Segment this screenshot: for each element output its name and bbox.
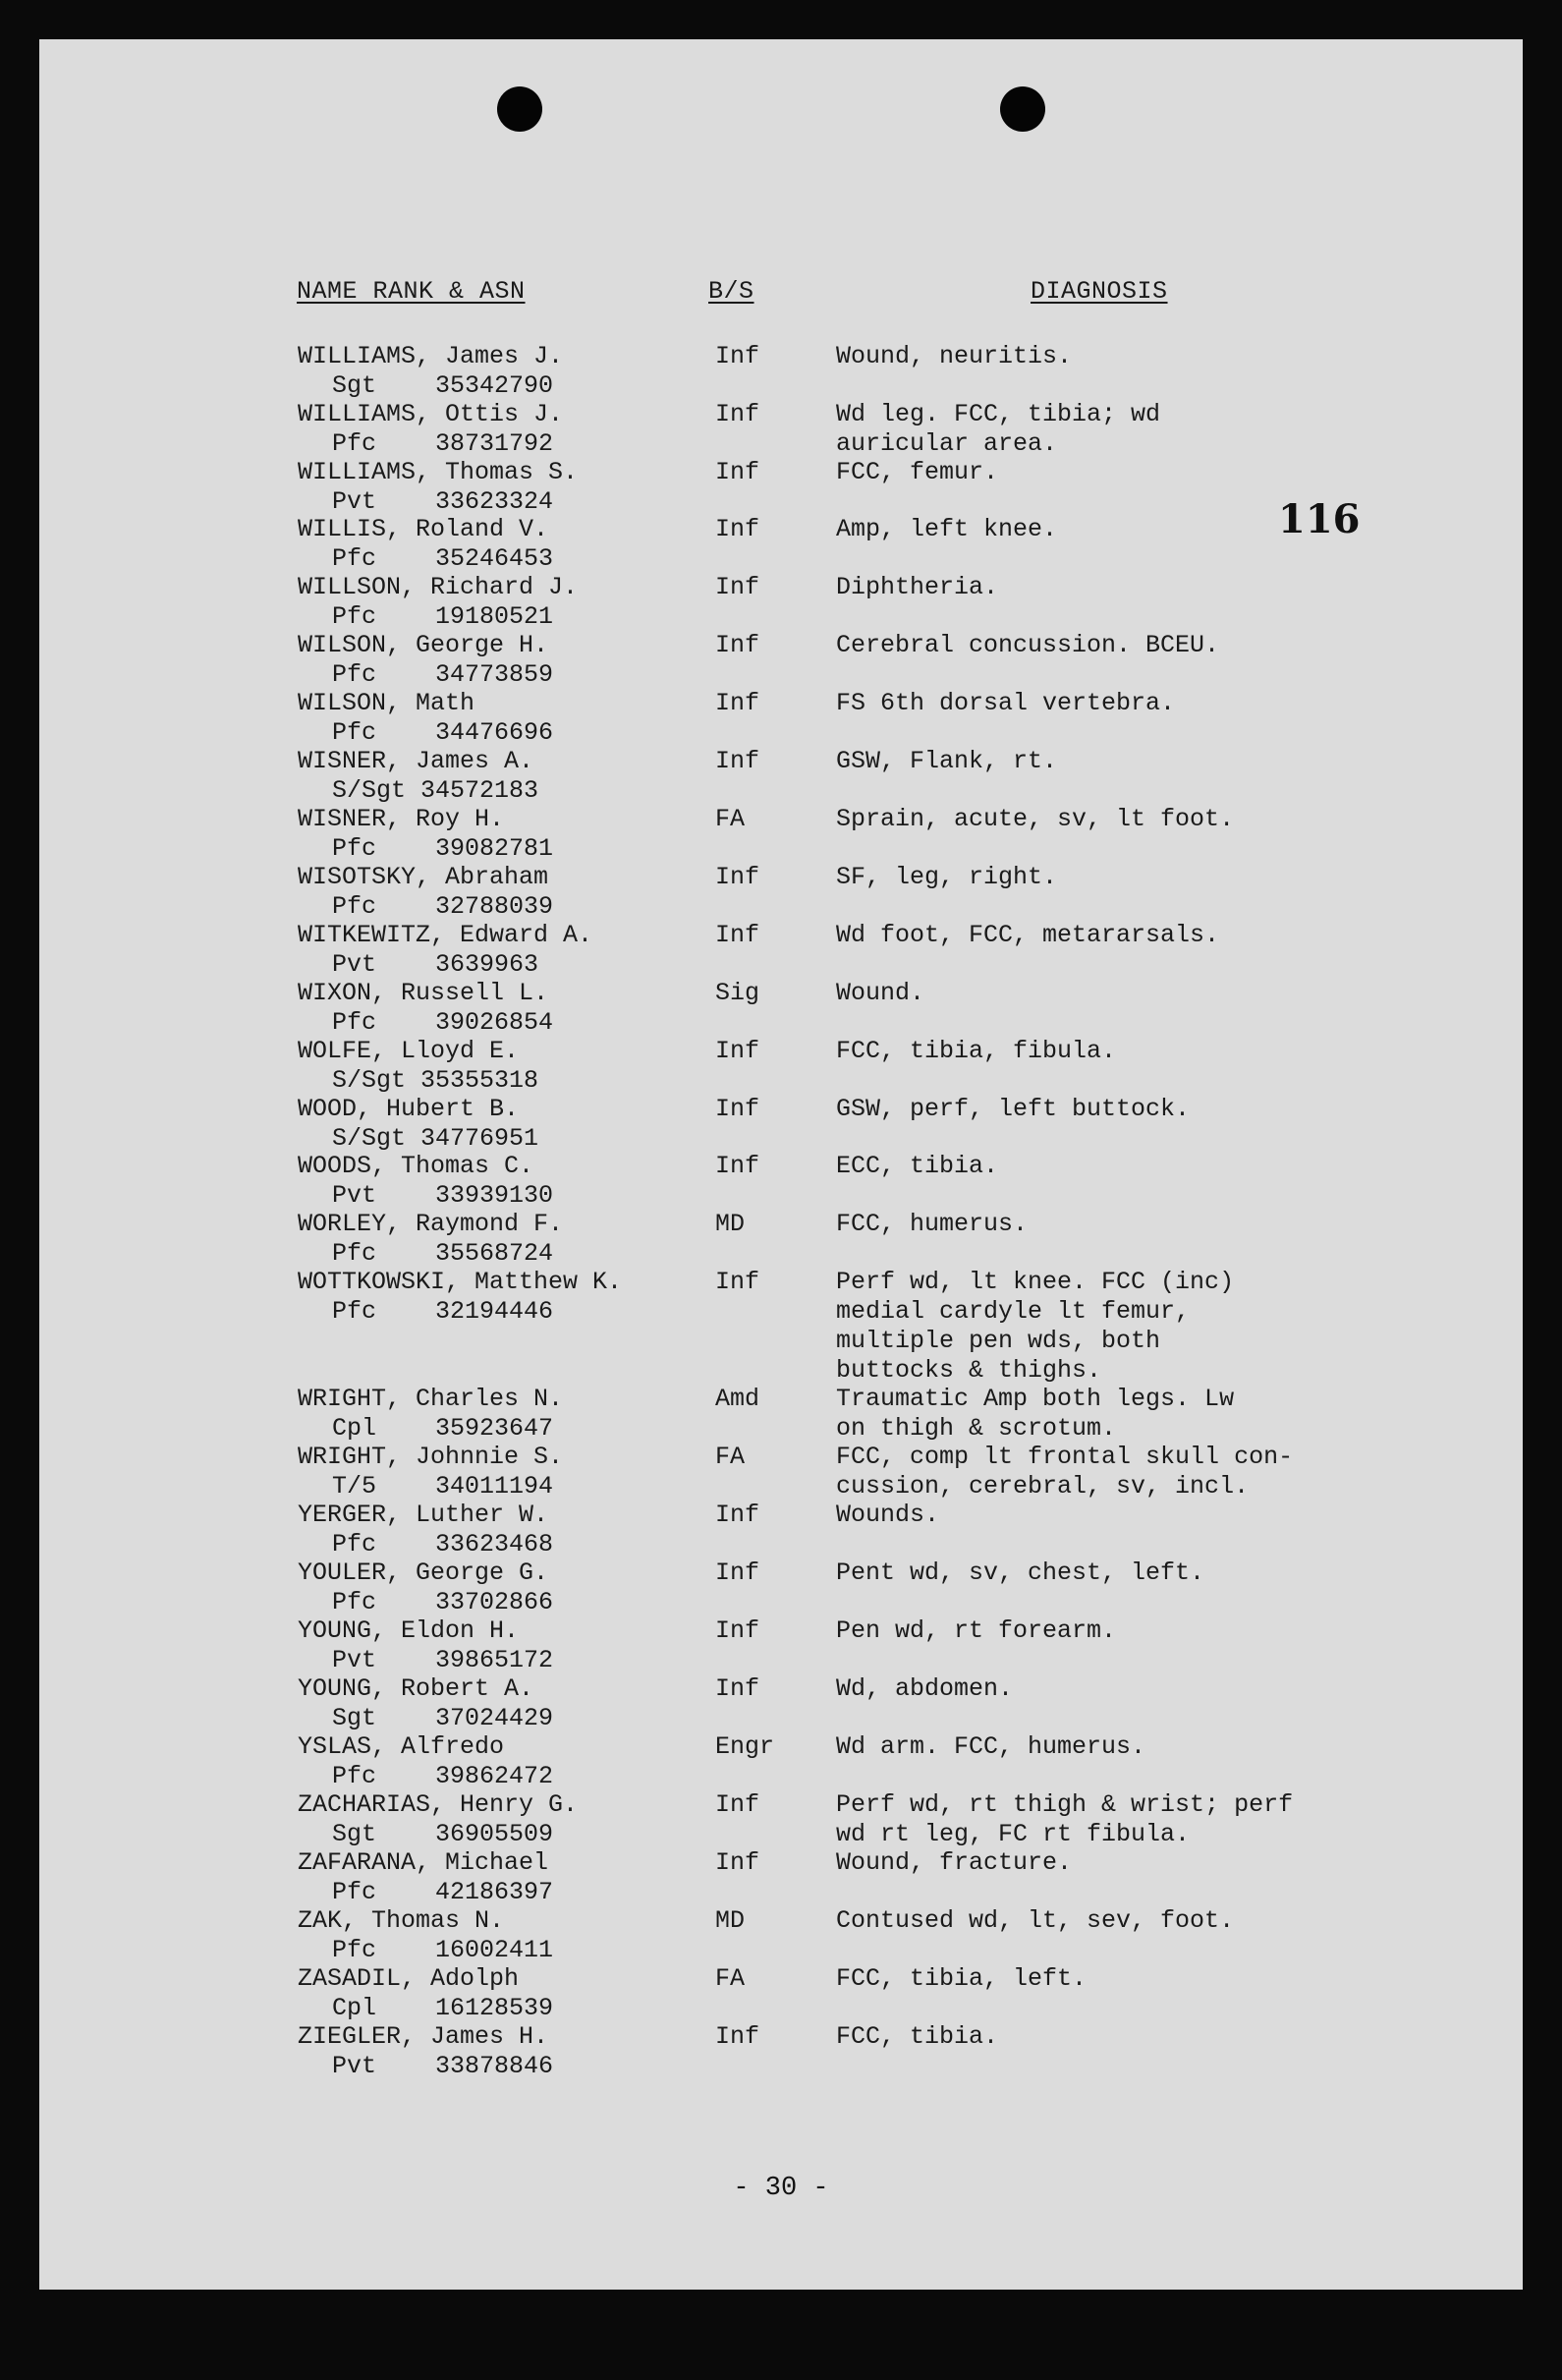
entry-branch: Inf bbox=[715, 863, 760, 891]
entry-diagnosis: Wound. bbox=[836, 979, 925, 1007]
entry-diagnosis: Wd foot, FCC, metararsals. bbox=[836, 921, 1220, 949]
entry-diagnosis: Perf wd, lt knee. FCC (inc) medial cardyle lt femur, multiple pen wds, both buttocks & thighs. bbox=[836, 1268, 1235, 1385]
entry-rank-serial: Sgt 35342790 bbox=[332, 371, 554, 400]
entry-diagnosis: Wounds. bbox=[836, 1501, 940, 1529]
entry-rank-serial: Pfc 33623468 bbox=[332, 1530, 554, 1558]
entry-rank-serial: Pfc 39082781 bbox=[332, 834, 554, 863]
entry-diagnosis: FCC, tibia, left. bbox=[836, 1964, 1088, 1993]
entry-branch: Inf bbox=[715, 1558, 760, 1587]
entry-name: WILLIS, Roland V. bbox=[298, 515, 549, 543]
entry-name: ZIEGLER, James H. bbox=[298, 2022, 549, 2051]
entry-branch: Inf bbox=[715, 400, 760, 428]
entry-name: WRIGHT, Charles N. bbox=[298, 1385, 564, 1413]
entry-branch: Inf bbox=[715, 1268, 760, 1296]
entry-branch: Inf bbox=[715, 515, 760, 543]
entry-rank-serial: Sgt 36905509 bbox=[332, 1820, 554, 1848]
entry-name: WOTTKOWSKI, Matthew K. bbox=[298, 1268, 623, 1296]
entry-diagnosis: FCC, tibia. bbox=[836, 2022, 999, 2051]
entry-branch: Inf bbox=[715, 689, 760, 717]
entry-name: YOUNG, Eldon H. bbox=[298, 1616, 520, 1645]
entry-branch: Inf bbox=[715, 458, 760, 486]
entry-name: ZAK, Thomas N. bbox=[298, 1906, 505, 1935]
entry-diagnosis: Traumatic Amp both legs. Lw on thigh & scrotum. bbox=[836, 1385, 1235, 1443]
entry-branch: Inf bbox=[715, 631, 760, 659]
entry-branch: Inf bbox=[715, 1095, 760, 1123]
column-header-name: NAME RANK & ASN bbox=[297, 277, 526, 306]
entry-diagnosis: FCC, comp lt frontal skull con- cussion, cerebral, sv, incl. bbox=[836, 1443, 1294, 1501]
entry-diagnosis: FCC, tibia, fibula. bbox=[836, 1037, 1117, 1065]
entry-diagnosis: Contused wd, lt, sev, foot. bbox=[836, 1906, 1235, 1935]
entry-branch: Inf bbox=[715, 1616, 760, 1645]
page-stamp-number: 116 bbox=[1278, 496, 1361, 542]
entry-rank-serial: S/Sgt 35355318 bbox=[332, 1066, 539, 1095]
entry-diagnosis: FCC, humerus. bbox=[836, 1210, 1029, 1238]
entry-diagnosis: Pen wd, rt forearm. bbox=[836, 1616, 1117, 1645]
entry-rank-serial: Pfc 32788039 bbox=[332, 892, 554, 921]
entry-name: WOODS, Thomas C. bbox=[298, 1152, 534, 1180]
entry-branch: Inf bbox=[715, 921, 760, 949]
entry-name: YSLAS, Alfredo bbox=[298, 1732, 505, 1761]
entry-rank-serial: Pfc 39862472 bbox=[332, 1762, 554, 1790]
entry-name: WILSON, George H. bbox=[298, 631, 549, 659]
entry-diagnosis: Wd arm. FCC, humerus. bbox=[836, 1732, 1146, 1761]
entry-branch: FA bbox=[715, 1964, 746, 1993]
entry-rank-serial: Pfc 16002411 bbox=[332, 1936, 554, 1964]
entry-rank-serial: Pvt 33878846 bbox=[332, 2052, 554, 2080]
entry-diagnosis: FS 6th dorsal vertebra. bbox=[836, 689, 1176, 717]
entry-name: WORLEY, Raymond F. bbox=[298, 1210, 564, 1238]
entry-branch: Inf bbox=[715, 573, 760, 601]
entry-rank-serial: T/5 34011194 bbox=[332, 1472, 554, 1501]
entry-branch: MD bbox=[715, 1210, 746, 1238]
entry-name: WOLFE, Lloyd E. bbox=[298, 1037, 520, 1065]
punch-hole-left bbox=[497, 86, 542, 132]
entry-branch: MD bbox=[715, 1906, 746, 1935]
entry-diagnosis: SF, leg, right. bbox=[836, 863, 1058, 891]
entry-name: YOUNG, Robert A. bbox=[298, 1674, 534, 1703]
entry-rank-serial: Sgt 37024429 bbox=[332, 1704, 554, 1732]
entry-branch: Inf bbox=[715, 747, 760, 775]
entry-name: WISNER, Roy H. bbox=[298, 805, 505, 833]
entry-diagnosis: Wound, fracture. bbox=[836, 1848, 1073, 1877]
entry-branch: FA bbox=[715, 805, 746, 833]
entry-diagnosis: Perf wd, rt thigh & wrist; perf wd rt leg, FC rt fibula. bbox=[836, 1790, 1294, 1848]
entry-name: WIXON, Russell L. bbox=[298, 979, 549, 1007]
entry-name: YERGER, Luther W. bbox=[298, 1501, 549, 1529]
entry-branch: Inf bbox=[715, 1152, 760, 1180]
entry-rank-serial: Pfc 32194446 bbox=[332, 1297, 554, 1326]
entry-rank-serial: Pvt 33623324 bbox=[332, 487, 554, 516]
entry-diagnosis: Diphtheria. bbox=[836, 573, 999, 601]
entry-rank-serial: Pfc 35246453 bbox=[332, 544, 554, 573]
entry-branch: Inf bbox=[715, 342, 760, 370]
entry-name: ZACHARIAS, Henry G. bbox=[298, 1790, 579, 1819]
entry-rank-serial: Cpl 35923647 bbox=[332, 1414, 554, 1443]
entry-name: ZAFARANA, Michael bbox=[298, 1848, 549, 1877]
entry-rank-serial: Pvt 3639963 bbox=[332, 950, 539, 979]
entry-rank-serial: S/Sgt 34776951 bbox=[332, 1124, 539, 1153]
entry-rank-serial: Pvt 39865172 bbox=[332, 1646, 554, 1674]
entry-name: WISNER, James A. bbox=[298, 747, 534, 775]
entry-diagnosis: Wd, abdomen. bbox=[836, 1674, 1014, 1703]
entry-rank-serial: Pfc 33702866 bbox=[332, 1588, 554, 1616]
entry-diagnosis: Cerebral concussion. BCEU. bbox=[836, 631, 1220, 659]
entry-diagnosis: GSW, Flank, rt. bbox=[836, 747, 1058, 775]
entry-rank-serial: Pfc 34476696 bbox=[332, 718, 554, 747]
entry-name: WILLIAMS, Ottis J. bbox=[298, 400, 564, 428]
entry-name: WILSON, Math bbox=[298, 689, 475, 717]
entry-rank-serial: Pvt 33939130 bbox=[332, 1181, 554, 1210]
entry-name: WRIGHT, Johnnie S. bbox=[298, 1443, 564, 1471]
entry-name: WILLSON, Richard J. bbox=[298, 573, 579, 601]
entry-name: WILLIAMS, James J. bbox=[298, 342, 564, 370]
entry-rank-serial: Pfc 35568724 bbox=[332, 1239, 554, 1268]
entry-diagnosis: Wound, neuritis. bbox=[836, 342, 1073, 370]
entry-name: WISOTSKY, Abraham bbox=[298, 863, 549, 891]
entry-name: WOOD, Hubert B. bbox=[298, 1095, 520, 1123]
column-header-diagnosis: DIAGNOSIS bbox=[1031, 277, 1168, 306]
column-header-branch: B/S bbox=[708, 277, 754, 306]
entry-diagnosis: GSW, perf, left buttock. bbox=[836, 1095, 1191, 1123]
entry-rank-serial: Pfc 42186397 bbox=[332, 1878, 554, 1906]
entry-branch: Inf bbox=[715, 1848, 760, 1877]
entry-rank-serial: Pfc 34773859 bbox=[332, 660, 554, 689]
entry-diagnosis: FCC, femur. bbox=[836, 458, 999, 486]
entry-branch: Sig bbox=[715, 979, 760, 1007]
entry-rank-serial: Pfc 19180521 bbox=[332, 602, 554, 631]
entry-rank-serial: Pfc 38731792 bbox=[332, 429, 554, 458]
entry-branch: Inf bbox=[715, 1790, 760, 1819]
entry-branch: FA bbox=[715, 1443, 746, 1471]
entry-rank-serial: Pfc 39026854 bbox=[332, 1008, 554, 1037]
entry-diagnosis: Sprain, acute, sv, lt foot. bbox=[836, 805, 1235, 833]
entry-name: ZASADIL, Adolph bbox=[298, 1964, 520, 1993]
entry-diagnosis: Wd leg. FCC, tibia; wd auricular area. bbox=[836, 400, 1161, 458]
entry-diagnosis: ECC, tibia. bbox=[836, 1152, 999, 1180]
entry-branch: Engr bbox=[715, 1732, 775, 1761]
entry-rank-serial: Cpl 16128539 bbox=[332, 1994, 554, 2022]
entry-branch: Inf bbox=[715, 1501, 760, 1529]
entry-name: WITKEWITZ, Edward A. bbox=[298, 921, 593, 949]
entry-branch: Amd bbox=[715, 1385, 760, 1413]
entry-diagnosis: Amp, left knee. bbox=[836, 515, 1058, 543]
entry-branch: Inf bbox=[715, 1674, 760, 1703]
entry-name: YOULER, George G. bbox=[298, 1558, 549, 1587]
entry-rank-serial: S/Sgt 34572183 bbox=[332, 776, 539, 805]
entry-diagnosis: Pent wd, sv, chest, left. bbox=[836, 1558, 1205, 1587]
document-page bbox=[39, 39, 1523, 2290]
entry-name: WILLIAMS, Thomas S. bbox=[298, 458, 579, 486]
entry-branch: Inf bbox=[715, 2022, 760, 2051]
entry-branch: Inf bbox=[715, 1037, 760, 1065]
page-number: - 30 - bbox=[733, 2174, 829, 2203]
punch-hole-right bbox=[1000, 86, 1045, 132]
